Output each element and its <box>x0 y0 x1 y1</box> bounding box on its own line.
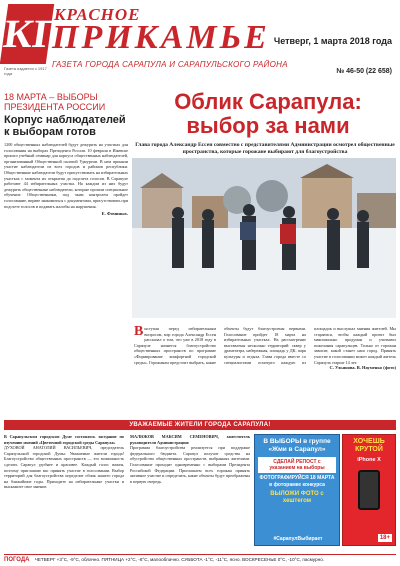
masthead-title-top: КРАСНОЕ <box>54 5 141 24</box>
masthead-title: ПРИКАМЬЕ <box>52 19 270 56</box>
bottom-left-body: ДУХОВОЙ АНАТОЛИЙ ВАСИЛЬЕВИЧ, председатель Сарапульской городской Думы: Уважаемые жители города! Благоустройство общественных пространств — это возможность сделать Сарапул удобнее и красивее. Каждый голос важен, поэтому приглашаю вас принять участие в голосовании. Выбор территорий для благоустройства определит облик нашего города на ближайшие годы. Приходите на избирательные участки и выскажите свое мнение. <box>4 445 124 490</box>
contest-ad-line: ФОТОГРАФИРУЙСЯ 18 МАРТА в фоторамке конкурса <box>259 475 335 488</box>
main-article-text: ыступая перед избирательным вопросом, мэр города Александр Ессен рассказал о том, что уже в 2018 году в Сарапуле начнется благоустройство общественных пространств по программе «Формирование комфортной городской среды». Горожанам предстоит выбрать, какие объекты будут благоустроены первыми. Голосование пройдет 18 марта на избирательных участках. На рассмотрение выставлены несколько территорий: сквер у драмтеатра, набережная, площадь у ДК, парк культуры и отдыха. Глава города вместе со специалистами осмотрел каждую из площадок и выслушал мнения жителей. Мы стараемся, чтобы каждый проект был максимально продуман и учитывал пожелания сарапульцев. Только от горожан зависит, какой станет наш город. Принять участие в голосовании может каждый житель Сарапула старше 14 лет. <box>134 326 396 365</box>
main-photo <box>132 158 396 318</box>
left-article-body: 1200 общественных наблюдателей будут дежурить на участках для голосования на выборах Президента России. 10 февраля в Ижевске прошел учебный семинар для корпуса общественных наблюдателей, организованный Общественной палатой Удмуртии. В нем приняли участие наблюдатели из всех городов и районов республики. Общественные наблюдатели будут присутствовать на избирательных участках с момента их открытия до подсчета голосов. В Сарапуле работают 44 избирательных участка. На каждом из них будут дежурить общественные наблюдатели, которые прошли специальное обучение. Общественники, под чьим контролем пройдет голосование, вправе знакомиться с документами, присутствовать при подсчете голосов и подавать жалобы на нарушения. <box>4 142 128 209</box>
prize-ad-title: ХОЧЕШЬ КРУТОЙ <box>353 438 385 453</box>
bottom-mid-body: Программа благоустройства реализуется при поддержке федерального бюджета. Сарапул получит средства на обустройство общественных пространств, выбранных жителями. Голосование проходит одновременно с выборами Президента Российской Федерации. Приглашаем всех горожан принять активное участие и определить, какие объекты будут преображены в первую очередь. <box>130 445 250 484</box>
contest-ad[interactable] <box>254 434 340 546</box>
bottom-mid-lead: МАЛЮКОВ МАКСИМ СЕМЕНОВИЧ, заместитель руководителя Администрации: <box>130 434 250 445</box>
bottom-left-lead: В Сарапульском городском Думе состоялось заседание по изучению мнений «Цветочной городской среды Сарапула» <box>4 434 124 445</box>
left-article-headline: Корпус наблюдателей к выборам готов <box>4 114 126 138</box>
weather-strip <box>4 554 396 564</box>
main-deck: Глава города Александр Ессен совместно с представителями Администрации осмотрел общественные пространства, которые горожане выбирают для благоустройства <box>135 142 395 155</box>
phone-icon <box>358 470 380 510</box>
contest-ad-title: В ВЫБОРЫ в группе «Жми в Сарапул» <box>263 438 331 453</box>
weather-text: ЧЕТВЕРГ +3°С, -9°С, облачно. ПЯТНИЦА +2°С, -8°С, малооблачно. СУББОТА -1°С, -11°С, ясно. ВОСКРЕСЕНЬЕ 0°С, -10°С, пасмурно. <box>34 557 325 562</box>
main-headline: Облик Сарапула: выбор за нами <box>174 89 362 138</box>
contest-ad-hashtag: #СарапулВыбирает <box>273 536 323 542</box>
bottom-left-article <box>4 434 124 552</box>
issue-date: Четверг, 1 марта 2018 года <box>273 36 392 46</box>
weather-label: ПОГОДА <box>4 557 30 563</box>
contest-ad-box: СДЕЛАЙ РЕПОСТ с указанием на выборы <box>258 457 336 473</box>
main-article-body <box>134 326 396 412</box>
masthead-logo: КП <box>0 4 54 64</box>
bottom-mid-article <box>130 434 250 552</box>
main-article-signature: С. Ульянова. В. Науменко (фото) <box>329 365 396 371</box>
prize-ad[interactable] <box>342 434 396 546</box>
masthead <box>0 0 400 80</box>
left-article <box>4 92 128 392</box>
dropcap: В <box>134 324 144 339</box>
prize-ad-prize: iPhone X <box>357 457 381 463</box>
masthead-note: Газета издается с 1917 года <box>4 66 47 76</box>
section-banner: УВАЖАЕМЫЕ ЖИТЕЛИ ГОРОДА САРАПУЛА! <box>4 420 396 430</box>
left-article-signature: Е. Фоминых. <box>101 211 128 217</box>
masthead-subtitle: ГАЗЕТА ГОРОДА САРАПУЛА И САРАПУЛЬСКОГО РАЙОНА <box>52 60 288 69</box>
age-rating-badge: 18+ <box>379 535 390 541</box>
contest-ad-tag: ВЫЛОЖИ ФОТО с хештегом <box>270 491 324 504</box>
left-article-kicker: 18 МАРТА – ВЫБОРЫ ПРЕЗИДЕНТА РОССИИ <box>4 92 106 112</box>
issue-number: № 46-50 (22 658) <box>336 68 392 75</box>
